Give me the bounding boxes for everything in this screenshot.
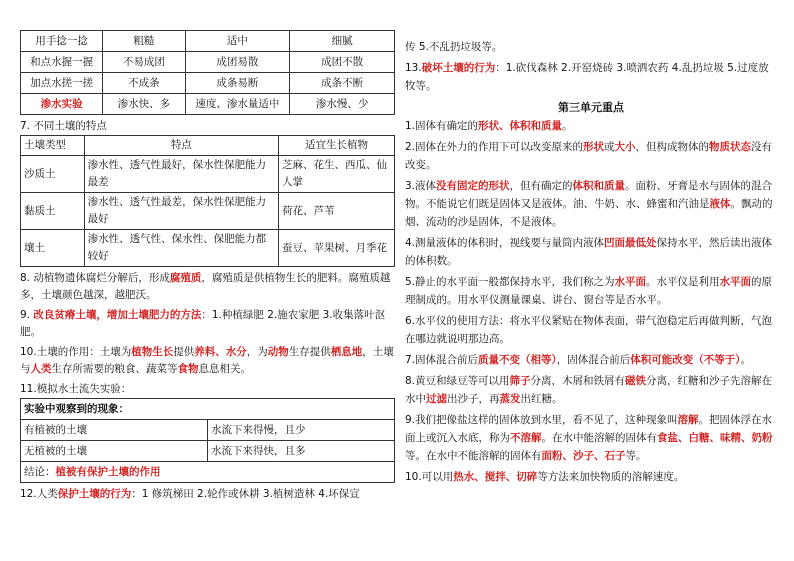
table-cell: 不成条 (103, 73, 185, 94)
text: ，土壤与 (20, 346, 394, 375)
table-row (21, 156, 395, 193)
r1-paragraph (405, 117, 777, 135)
keyword: 没有固定的形状 (436, 180, 510, 192)
table-row (21, 193, 395, 230)
keyword: 人类 (30, 363, 52, 375)
table-cell: 无植被的土壤 (21, 441, 208, 462)
table-caption: 实验中观察到的现象： (21, 399, 395, 420)
table-cell: 速度、渗水量适中 (185, 94, 290, 115)
text: ：1 修筑梯田 2.轮作或休耕 3.植树造林 4.坏保宣 (131, 488, 360, 500)
text: 10.可以用 (405, 471, 454, 483)
text: 2.固体在外力的作用下可以改变原来的 (405, 141, 584, 153)
table-cell: 水流下来得快，且多 (208, 441, 395, 462)
text: ，但有确定的 (509, 180, 573, 192)
r10-paragraph (405, 468, 777, 486)
text: 或 (604, 141, 615, 153)
table-row (21, 230, 395, 267)
text: 。 (562, 120, 573, 132)
table-row (21, 462, 395, 483)
text: ，为 (246, 346, 268, 358)
keyword: 水平面 (719, 276, 752, 288)
table-row (21, 73, 395, 94)
keyword: 体积可能改变（不等于） (630, 354, 741, 366)
text: 生存所需要的粮食、蔬菜等 (51, 363, 178, 375)
text: 。面粉、牙膏是水与固体的混合物。不能说它们既是固体又是液体。油、牛奶、水、蜂蜜和汽油是 (405, 180, 773, 210)
erosion-experiment-table (20, 398, 395, 483)
r2-paragraph (405, 138, 777, 174)
text: 出沙子，再 (447, 393, 500, 405)
keyword: 液体 (709, 198, 731, 210)
text: 8. 动植物遗体腐烂分解后，形成 (20, 272, 170, 284)
text: 等。在水中不能溶解的固体有 (405, 450, 542, 462)
keyword: 凹面最低处 (604, 237, 657, 249)
q7-title: 7. 不同土壤的特点 (20, 120, 107, 132)
keyword: 物质状态 (709, 141, 752, 153)
table-cell: 成条不断 (290, 73, 395, 94)
table-header-cell: 用手捻一捻 (21, 31, 103, 52)
q11-title: 11.模拟水土流失实验： (20, 383, 132, 395)
text: 9. (20, 309, 34, 321)
r9-paragraph (405, 411, 777, 465)
text: 。 (740, 354, 752, 366)
table-cell: 加点水搓一搓 (21, 73, 103, 94)
table-cell: 渗水性、透气性最好，保水性保肥能力最差 (84, 156, 278, 193)
table-cell-highlight: 渗水实验 (21, 94, 103, 115)
text: 。在水中能溶解的固体有 (541, 432, 657, 444)
keyword: 形状 (583, 141, 605, 153)
keyword: 保护土壤的行为 (57, 488, 132, 500)
text: 8.黄豆和绿豆等可以用 (405, 375, 510, 387)
table-row (21, 136, 395, 156)
r5-paragraph (405, 273, 777, 309)
keyword: 食盐、白糖、味精、奶粉 (657, 432, 773, 444)
text: 结论： (24, 466, 56, 478)
keyword: 不溶解 (510, 432, 542, 444)
text: 12.人类 (20, 488, 58, 500)
text: ，腐殖质是供植物生长的肥料。腐殖质越多，土壤颜色越深，越肥沃。 (20, 272, 391, 301)
text: ：1.砍伐森林 2.开窑烧砖 3.喷洒农药 4.乱扔垃圾 5.过度放牧等。 (405, 62, 769, 92)
text: 提供 (173, 346, 195, 358)
text: 1.固体有确定的 (405, 120, 479, 132)
q9-paragraph (20, 307, 395, 341)
right-column (405, 38, 777, 489)
keyword: 蒸发 (499, 393, 521, 405)
text: 分离，红糖和沙子先溶解在水中 (405, 375, 773, 405)
text: 5.静止的水平面一般都保持水平，我们称之为 (405, 276, 615, 288)
text: 7.固体混合前后 (405, 354, 479, 366)
table-header-cell: 粗糙 (103, 31, 185, 52)
keyword: 面粉、沙子、石子 (541, 450, 626, 462)
q12-continuation: 传 5.不乱扔垃圾等。 (405, 41, 503, 53)
text: 等。 (625, 450, 647, 462)
keyword: 水平面 (614, 276, 647, 288)
keyword: 热水、搅拌、切碎 (453, 471, 538, 483)
text: ，固体混合前后 (556, 354, 631, 366)
r6-paragraph: 6.水平仪的使用方法：将水平仪紧贴在物体表面，带气泡稳定后再做判断，气泡在哪边就说明那边高。 (405, 315, 773, 345)
table-cell: 沙质土 (21, 156, 85, 193)
table-cell: 渗水快、多 (103, 94, 185, 115)
keyword: 形状、体积和质量 (478, 120, 563, 132)
keyword: 过滤 (426, 393, 447, 405)
table-cell: 芝麻、花生、西瓜、仙人掌 (279, 156, 395, 193)
soil-texture-table (20, 30, 395, 115)
text: 3.液体 (405, 180, 437, 192)
text: ：1.种植绿肥 2.施农家肥 3.收集落叶沤肥。 (20, 309, 386, 338)
text: ，但构成物体的 (635, 141, 710, 153)
table-cell: 成团易散 (185, 52, 290, 73)
table-cell: 成团不散 (290, 52, 395, 73)
r4-paragraph (405, 234, 777, 270)
keyword: 改良贫瘠土壤，增加土壤肥力的方法 (33, 309, 202, 321)
table-cell: 有植被的土壤 (21, 420, 208, 441)
keyword: 植物生长 (131, 346, 174, 358)
keyword: 养料、水分 (194, 346, 247, 358)
text: 出红糖。 (520, 393, 563, 405)
table-cell: 渗水慢、少 (290, 94, 395, 115)
text: 分离，木屑和铁屑有 (530, 375, 626, 387)
r3-paragraph (405, 177, 777, 231)
text: 的原理制成的。用水平仪测量课桌、讲台、窗台等是否水平。 (405, 276, 773, 306)
keyword: 破坏土壤的行为 (421, 62, 496, 74)
table-conclusion (21, 462, 395, 483)
text: 。飘动的烟、流动的沙是固体，不是液体。 (405, 198, 773, 228)
table-row (21, 52, 395, 73)
table-cell: 渗水性、透气性最差，保水性保肥能力最好 (84, 193, 278, 230)
keyword: 栖息地 (330, 346, 363, 358)
text: 生存提供 (288, 346, 331, 358)
table-cell: 渗水性、透气性、保水性、保肥能力都较好 (84, 230, 278, 267)
table-row (21, 94, 395, 115)
table-header-cell: 土壤类型 (21, 136, 85, 156)
text: 13. (405, 62, 422, 74)
table-header-cell: 适中 (185, 31, 290, 52)
table-cell: 和点水握一握 (21, 52, 103, 73)
text: 没有改变。 (405, 141, 773, 171)
text: 。水平仪是利用 (646, 276, 720, 288)
keyword: 大小 (614, 141, 636, 153)
table-cell: 水流下来得慢，且少 (208, 420, 395, 441)
text: 保持水平，然后读出液体的体积数。 (405, 237, 773, 267)
q12-paragraph (20, 486, 395, 503)
table-row (21, 441, 395, 462)
keyword: 磁铁 (625, 375, 647, 387)
table-cell: 壤土 (21, 230, 85, 267)
left-column (20, 0, 395, 503)
keyword: 质量不变（相等） (478, 354, 557, 366)
text: 息息相关。 (198, 363, 251, 375)
soil-types-table (20, 135, 395, 267)
text: 等方法来加快物质的溶解速度。 (537, 471, 685, 483)
r7-paragraph (405, 351, 777, 369)
keyword: 溶解 (677, 414, 699, 426)
table-cell: 不易成团 (103, 52, 185, 73)
table-header-cell: 适宜生长植物 (279, 136, 395, 156)
keyword: 体积和质量 (572, 180, 626, 192)
keyword: 腐殖质 (169, 272, 202, 284)
q10-paragraph (20, 344, 395, 378)
table-cell: 成条易断 (185, 73, 290, 94)
keyword: 植被有保护土壤的作用 (55, 466, 161, 478)
table-cell: 蚕豆、苹果树、月季花 (279, 230, 395, 267)
q13-paragraph (405, 59, 777, 95)
table-row (21, 31, 395, 52)
keyword: 筛子 (509, 375, 531, 387)
table-header-cell: 细腻 (290, 31, 395, 52)
table-header-cell: 特点 (84, 136, 278, 156)
unit3-title: 第三单元重点 (558, 101, 624, 114)
text: 10.土壤的作用：土壤为 (20, 346, 132, 358)
table-row (21, 399, 395, 420)
keyword: 食物 (177, 363, 199, 375)
text: 4.测量液体的体积时，视线要与量筒内液体 (405, 237, 605, 249)
keyword: 动物 (267, 346, 289, 358)
text: 9.我们把像盐这样的固体放到水里，看不见了，这种现象叫 (405, 414, 678, 426)
r8-paragraph (405, 372, 777, 408)
table-cell: 荷花、芦苇 (279, 193, 395, 230)
table-cell: 黏质土 (21, 193, 85, 230)
q8-paragraph (20, 270, 395, 304)
table-row (21, 420, 395, 441)
text: 。把固体浮在水面上或沉入水底，称为 (405, 414, 773, 444)
